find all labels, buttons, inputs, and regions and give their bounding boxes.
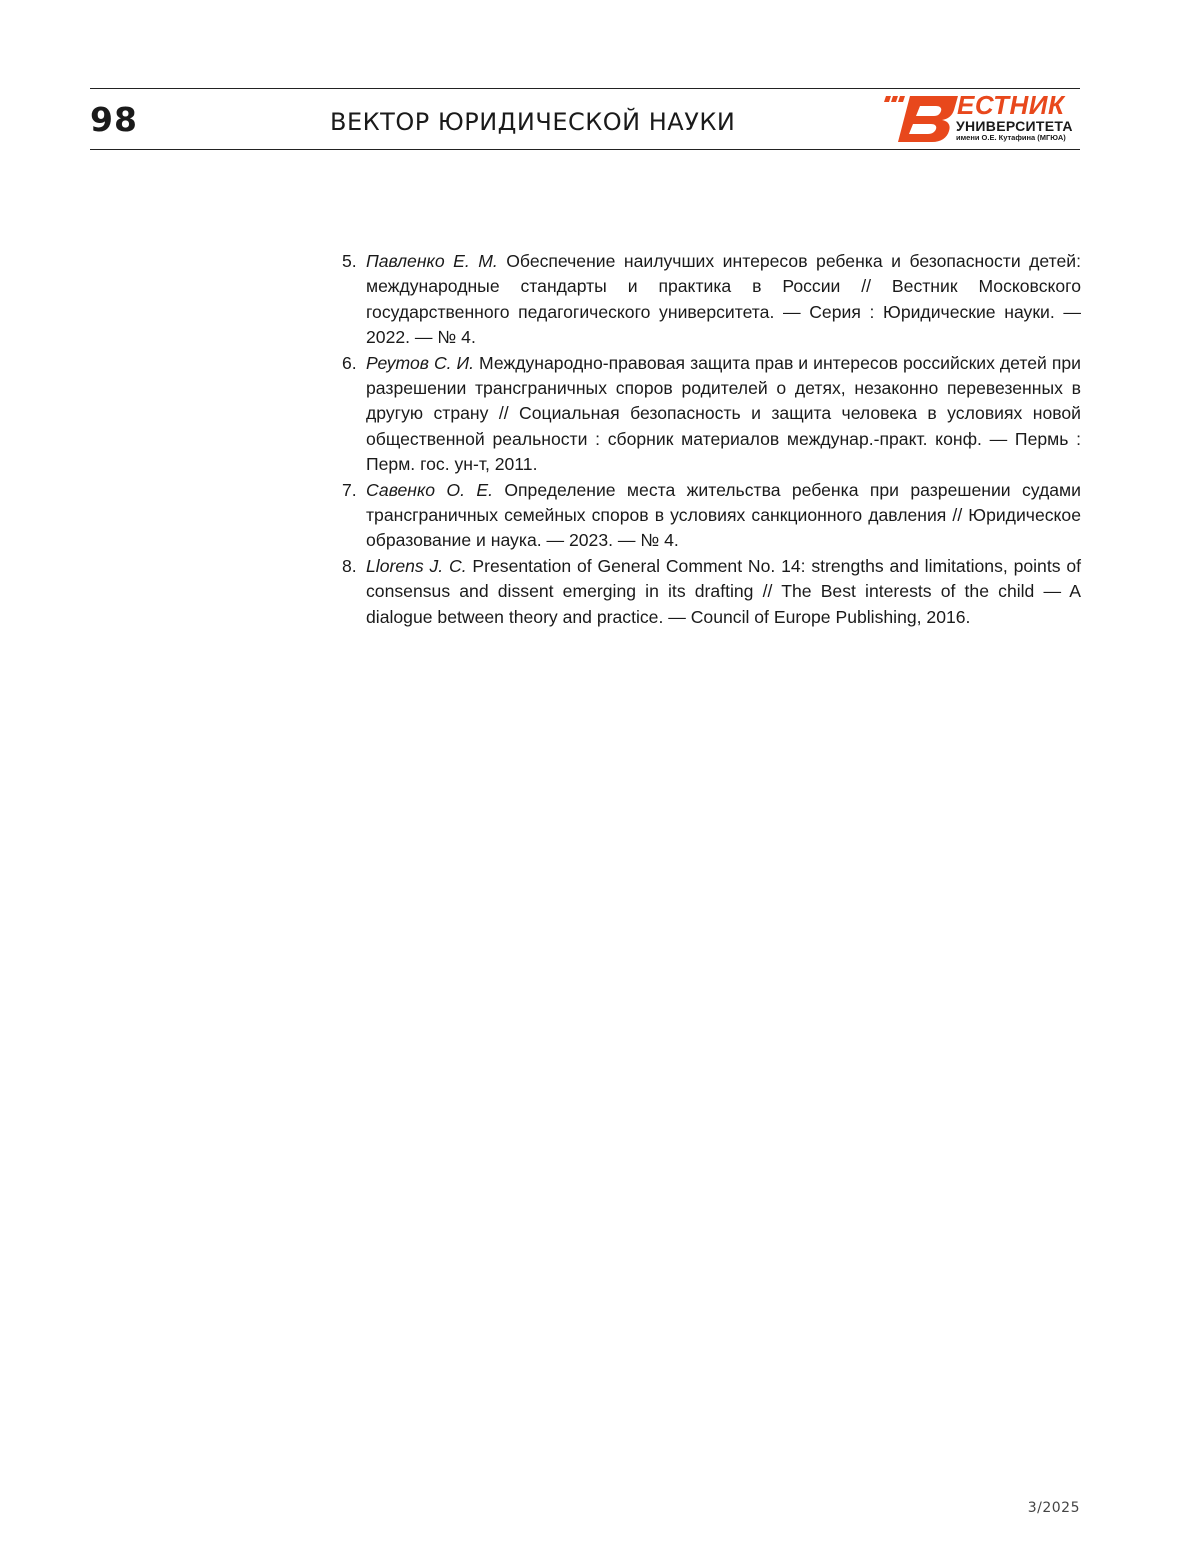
reference-number: 7. [342, 479, 357, 500]
reference-number: 6. [342, 352, 357, 373]
reference-text: Обеспечение наилучших интересов ребенка и безопасности детей: международные стандарты и практика в России // Вестник Московского государственного педагогического университета. — Серия : Юридические науки. — 2022. — № 4. [366, 251, 1081, 348]
reference-item [342, 249, 1081, 351]
reference-author: Савенко О. Е. [366, 479, 493, 500]
journal-logo [882, 92, 1082, 147]
logo-university: УНИВЕРСИТЕТА [956, 118, 1073, 134]
reference-item [342, 478, 1081, 554]
logo-named-after: имени О.Е. Кутафина (МГЮА) [956, 133, 1066, 142]
reference-number: 8. [342, 555, 357, 576]
reference-item [342, 554, 1081, 630]
reference-text: Presentation of General Comment No. 14: strengths and limitations, points of consensus and dissent emerging in its drafting // The Best interests of the child — A dialogue between theory and practice. — Council of Europe Publishing, 2016. [366, 555, 1081, 627]
issue-number: 3/2025 [1027, 1500, 1080, 1516]
page-number: 98 [90, 100, 138, 139]
reference-number: 5. [342, 251, 357, 271]
section-title: ВЕКТОР ЮРИДИЧЕСКОЙ НАУКИ [330, 108, 736, 136]
reference-author: Llorens J. C. [366, 555, 467, 576]
logo-v-mark-icon [882, 92, 962, 147]
reference-item [342, 351, 1081, 478]
reference-author: Реутов С. И. [366, 352, 475, 373]
reference-list [342, 249, 1081, 630]
reference-text: Международно-правовая защита прав и интересов российских детей при разрешении трансграничных споров родителей о детях, незаконно перевезенных в другую страну // Социальная безопасность и защита человека в условиях новой общественной реальности : сборник материалов междунар.-практ. конф. — Пермь : Перм. гос. ун-т, 2011. [366, 352, 1081, 475]
header-bottom-rule [90, 149, 1080, 150]
header-top-rule [90, 88, 1080, 89]
logo-word: ЕСТНИК [957, 90, 1065, 120]
reference-author: Павленко Е. М. [366, 251, 498, 271]
reference-text: Определение места жительства ребенка при разрешении судами трансграничных семейных споров в условиях санкционного давления // Юридическое образование и наука. — 2023. — № 4. [366, 479, 1081, 551]
